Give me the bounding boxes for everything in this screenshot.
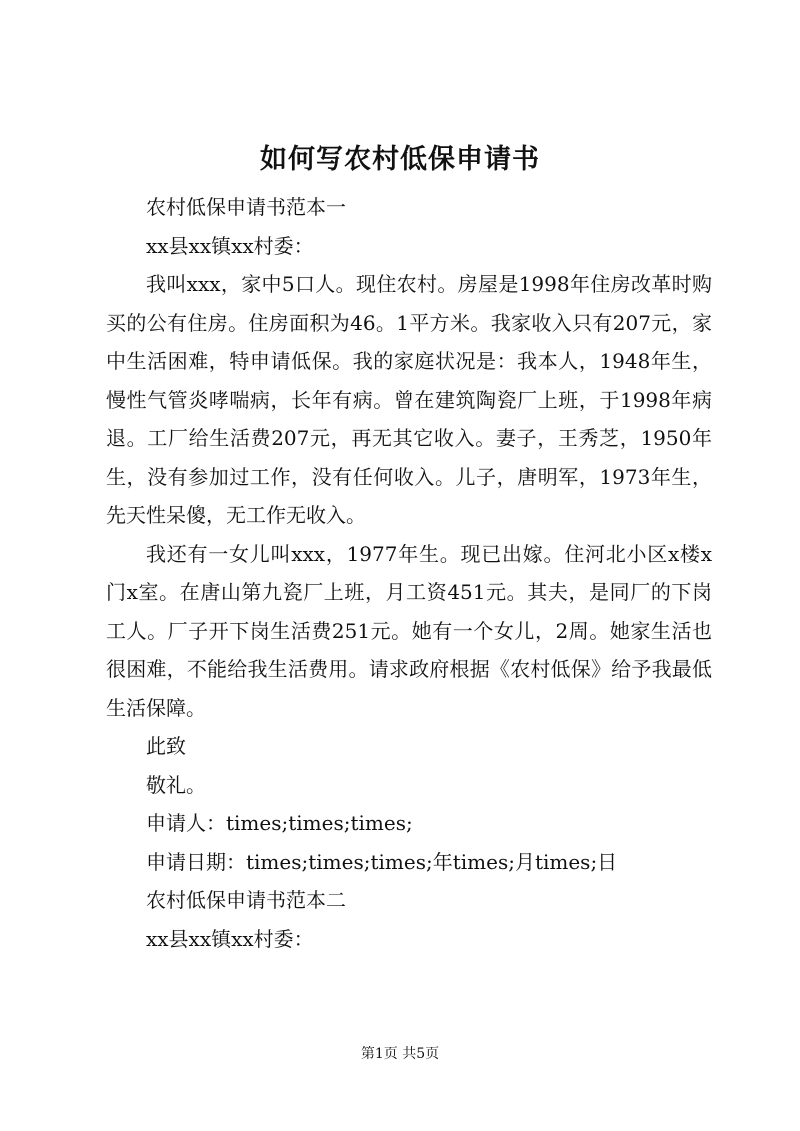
letter-closing: 此致 <box>146 734 186 758</box>
application-date-line: 申请日期：times;times;times;年times;月times;日 <box>146 849 618 874</box>
document-body <box>106 188 712 958</box>
letter-paragraph-daughter: 我还有一女儿叫xxx，1977年生。现已出嫁。住河北小区x楼x门x室。在唐山第九瓷厂上班，月工资451元。其夫，是同厂的下岗工人。厂子开下岗生活费251元。她有一个女儿，2周。她家生活也很困难，不能给我生活费用。请求政府根据《农村低保》给予我最低生活保障。 <box>106 541 712 720</box>
page-title: 如何写农村低保申请书 <box>260 144 540 175</box>
letter-addressee: xx县xx镇xx村委： <box>146 233 314 258</box>
section-heading-template-two: 农村低保申请书范本二 <box>146 888 346 912</box>
letter-addressee-two: xx县xx镇xx村委： <box>146 926 314 951</box>
applicant-line: 申请人：times;times;times; <box>146 811 413 835</box>
page-footer: 第1页 共5页 <box>360 1046 440 1062</box>
letter-paragraph-family-status: 我叫xxx，家中5口人。现住农村。房屋是1998年住房改革时购买的公有住房。住房面积为46。1平方米。我家收入只有207元，家中生活困难，特申请低保。我的家庭状况是：我本人，1948年生，慢性气管炎哮喘病，长年有病。曾在建筑陶瓷厂上班，于1998年病退。工厂给生活费207元，再无其它收入。妻子，王秀芝，1950年生，没有参加过工作，没有任何收入。儿子，唐明军，1973年生，先天性呆傻，无工作无收入。 <box>106 272 712 527</box>
section-heading-template-one: 农村低保申请书范本一 <box>146 195 346 219</box>
letter-salutation: 敬礼。 <box>146 772 206 797</box>
